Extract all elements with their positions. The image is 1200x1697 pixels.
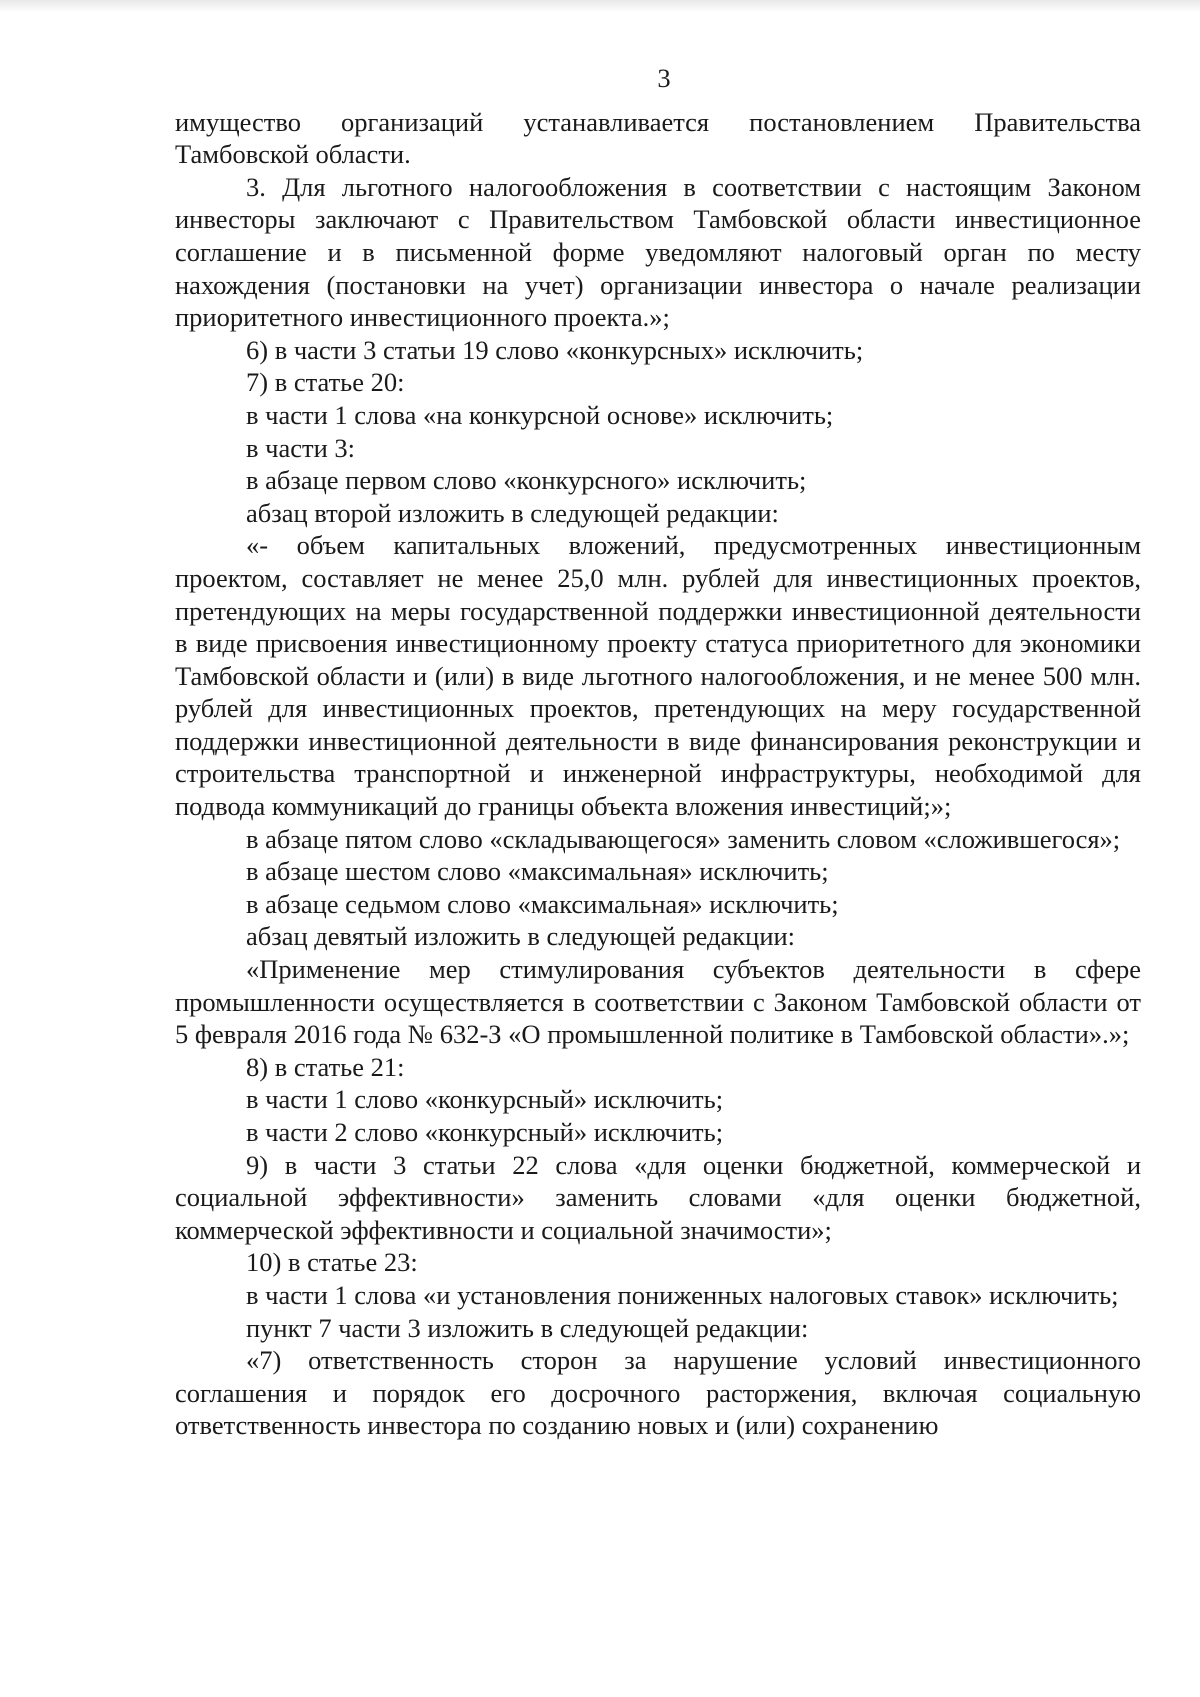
paragraph-22: «7) ответственность сторон за нарушение условий инвестиционного соглашения и порядок его досрочного расторжения, включая социальную ответственность инвестора по созданию новых и (или) сохранению [175,1345,1141,1441]
paragraph-13: абзац девятый изложить в следующей редакции: [246,921,796,952]
paragraph-15: 8) в статье 21: [246,1051,405,1082]
paragraph-18: 9) в части 3 статьи 22 слова «для оценки бюджетной, коммерческой и социальной эффективности» заменить словами «для оценки бюджетной, коммерческой эффективности и социальной значимости»; [175,1149,1141,1245]
paragraph-8: абзац второй изложить в следующей редакции: [246,497,779,528]
paragraph-21: пункт 7 части 3 изложить в следующей редакции: [246,1312,809,1343]
scan-edge-shadow [0,0,1200,12]
document-body [175,106,1141,1442]
paragraph-4: 7) в статье 20: [246,367,405,398]
paragraph-20: в части 1 слова «и установления пониженных налоговых ставок» исключить; [246,1279,1119,1310]
paragraph-7: в абзаце первом слово «конкурсного» исключить; [246,465,807,496]
paragraph-6: в части 3: [246,432,355,463]
paragraph-17: в части 2 слово «конкурсный» исключить; [246,1117,724,1147]
paragraph-3: 6) в части 3 статьи 19 слово «конкурсных» исключить; [246,334,864,365]
paragraph-12: в абзаце седьмом слово «максимальная» исключить; [246,888,839,919]
page-number: 3 [657,63,671,93]
paragraph-2: 3. Для льготного налогообложения в соответствии с настоящим Законом инвесторы заключают с Правительством Тамбовской области инвестиционное соглашение и в письменной форме уведомляют налоговый орган по месту нахождения (постановки на учет) организации инвестора о начале реализации приоритетного инвестиционного проекта.»; [175,171,1141,333]
paragraph-9: «- объем капитальных вложений, предусмотренных инвестиционным проектом, составляет не менее 25,0 млн. рублей для инвестиционных проектов, претендующих на меры государственной поддержки инвестиционной деятельности в виде присвоения инвестиционному проекту статуса приоритетного для экономики Тамбовской области и (или) в виде льготного налогообложения, и не менее 500 млн. рублей для инвестиционных проектов, претендующих на меру государственной поддержки инвестиционной деятельности в виде финансирования реконструкции и строительства транспортной и инженерной инфраструктуры, необходимой для подвода коммуникаций до границы объекта вложения инвестиций;»; [175,530,1141,822]
paragraph-16: в части 1 слово «конкурсный» исключить; [246,1084,724,1115]
document-page [175,62,1141,1442]
paragraph-11: в абзаце шестом слово «максимальная» исключить; [246,856,829,887]
paragraph-5: в части 1 слова «на конкурсной основе» исключить; [246,399,834,430]
paragraph-1: имущество организаций устанавливается постановлением Правительства Тамбовской области. [175,106,1141,170]
paragraph-14: «Применение мер стимулирования субъектов деятельности в сфере промышленности осуществляется в соответствии с Законом Тамбовской области от 5 февраля 2016 года № 632-З «О промышленной политике в Тамбовской области».»; [175,954,1141,1050]
paragraph-19: 10) в статье 23: [246,1247,418,1278]
paragraph-10: в абзаце пятом слово «складывающегося» заменить словом «сложившегося»; [246,823,1121,854]
